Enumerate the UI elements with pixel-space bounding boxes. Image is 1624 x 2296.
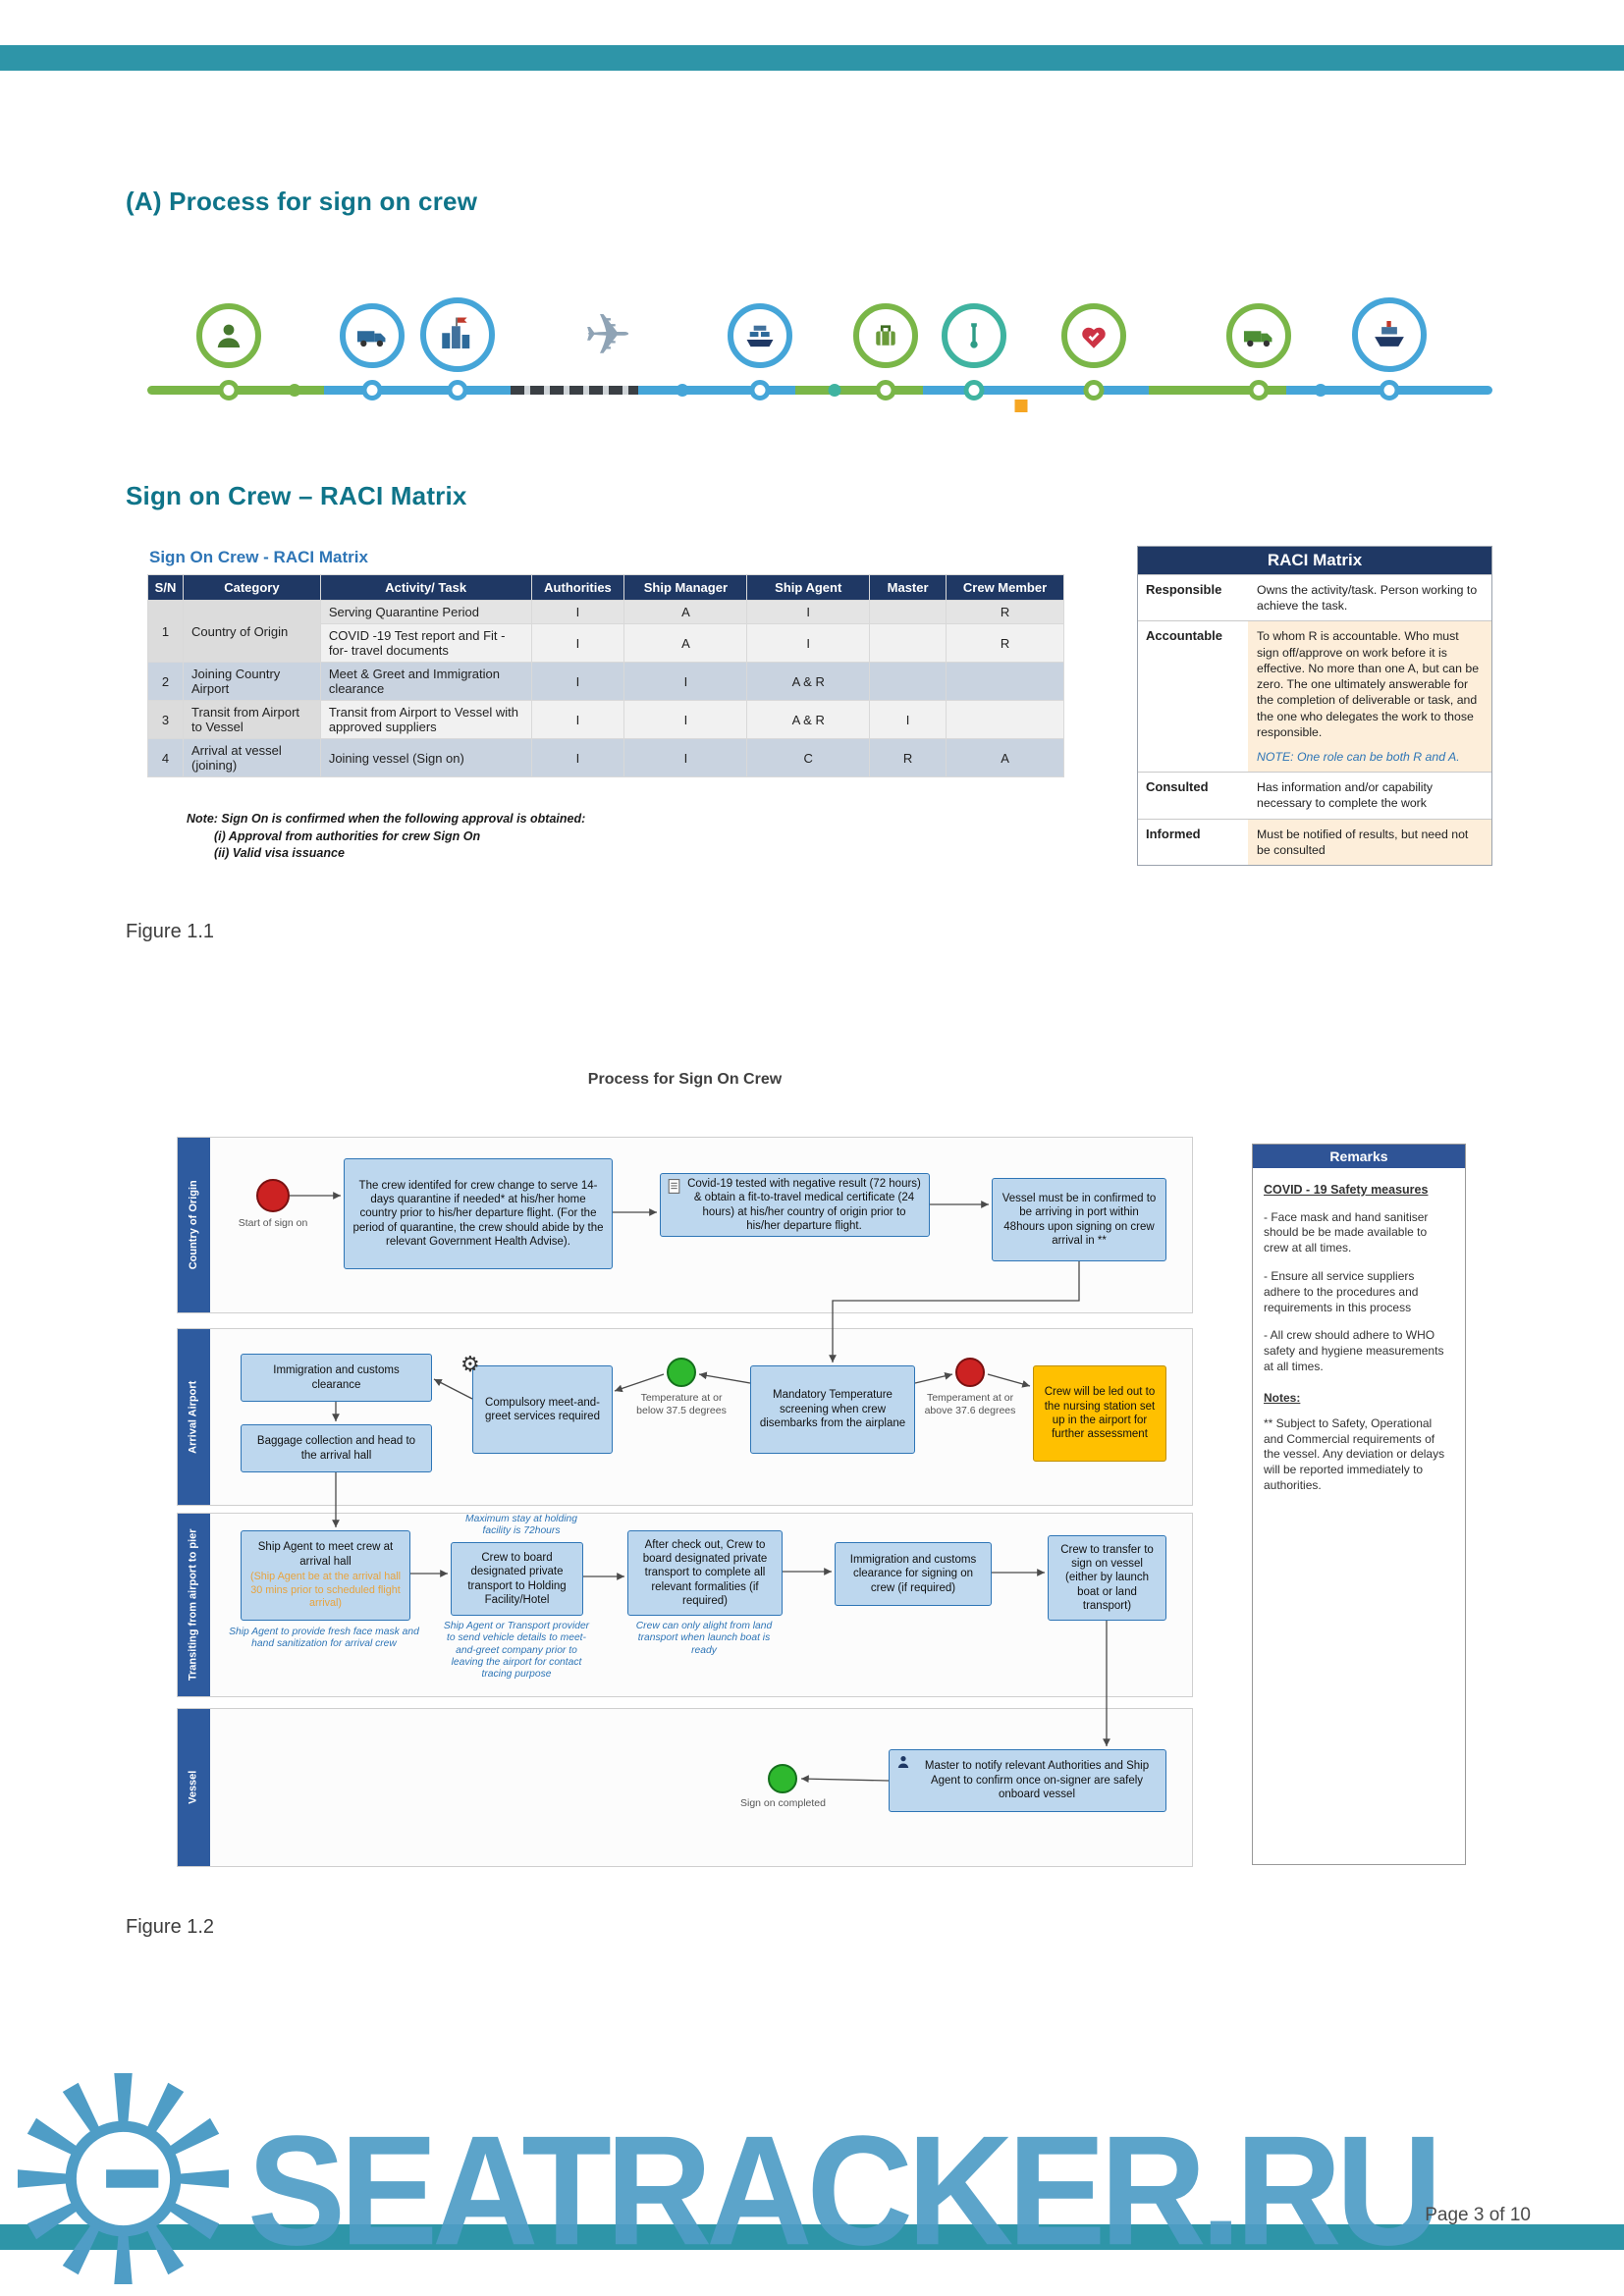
cell-task: COVID -19 Test report and Fit - for- travel documents — [320, 624, 531, 663]
cell-task: Serving Quarantine Period — [320, 601, 531, 624]
remarks-note: ** Subject to Safety, Operational and Commercial requirements of the vessel. Any deviation or delays will be reported immediately to authorities. — [1264, 1415, 1445, 1493]
lane-label: Transiting from airport to pier — [178, 1514, 210, 1696]
cell-ship-manager: A — [624, 624, 747, 663]
flow-note-vehicle-details: Ship Agent or Transport provider to send vehicle details to meet-and-greet company prior to leaving the airport for contact tracing purpose — [443, 1621, 590, 1681]
cell-ship-manager: I — [624, 663, 747, 701]
cell-master — [870, 663, 947, 701]
col-header-sn: S/N — [148, 575, 184, 601]
flow-box-text: Covid-19 tested with negative result (72 hours) & obtain a fit-to-travel medical certificate (24 hours) at his/her country of origin prior to his/her departure flight. — [687, 1177, 921, 1232]
top-accent-bar — [0, 45, 1624, 71]
lane-label: Country of Origin — [178, 1138, 210, 1312]
flow-box-meet-and-greet — [460, 1352, 613, 1454]
process-timeline — [147, 290, 1492, 427]
legend-term: Informed — [1138, 820, 1248, 865]
lane-label: Arrival Airport — [178, 1329, 210, 1505]
flow-box-immigration-signing-on: Immigration and customs clearance for signing on crew (if required) — [835, 1542, 992, 1606]
cell-crew-member — [947, 701, 1064, 739]
cell-master: R — [870, 739, 947, 777]
col-header-activity: Activity/ Task — [320, 575, 531, 601]
flow-note-alight-launch-boat: Crew can only alight from land transport when launch boat is ready — [635, 1621, 773, 1656]
temperature-high-node — [955, 1358, 985, 1387]
col-header-master: Master — [870, 575, 947, 601]
cell-authorities: I — [531, 663, 624, 701]
watermark: SEATRACKER.RU — [247, 2103, 1436, 2278]
flow-box-text: Ship Agent to meet crew at arrival hall — [257, 1541, 394, 1568]
cell-sn: 2 — [148, 663, 184, 701]
timeline-track — [147, 386, 1492, 395]
legend-note: NOTE: One role can be both R and A. — [1257, 749, 1460, 764]
vessel-ship-icon — [1352, 297, 1427, 372]
remarks-item: - Ensure all service suppliers adhere to the procedures and requirements in this process — [1264, 1268, 1419, 1314]
remarks-panel — [1252, 1144, 1466, 1865]
cell-ship-agent: A & R — [747, 663, 870, 701]
remarks-title: Remarks — [1253, 1145, 1465, 1168]
col-header-crew-member: Crew Member — [947, 575, 1064, 601]
start-node — [256, 1179, 290, 1212]
figure-1-2-label: Figure 1.2 — [126, 1916, 215, 1938]
seatracker-sun-logo-icon — [18, 2073, 229, 2289]
page-number: Page 3 of 10 — [1425, 2205, 1531, 2225]
flow-box-covid-test — [660, 1173, 930, 1237]
temperature-high-label: Temperament at or above 37.6 degrees — [924, 1392, 1016, 1416]
section-title: Sign on Crew – RACI Matrix — [126, 481, 467, 510]
cell-authorities: I — [531, 701, 624, 739]
cell-authorities: I — [531, 739, 624, 777]
timeline-marker-square — [1015, 400, 1028, 412]
transport-van-icon — [340, 303, 405, 368]
flow-box-temperature-screening: Mandatory Temperature screening when crew disembarks from the airplane — [750, 1365, 915, 1454]
cell-category: Country of Origin — [183, 601, 320, 663]
cell-authorities: I — [531, 601, 624, 624]
cell-master — [870, 601, 947, 624]
cell-authorities: I — [531, 624, 624, 663]
cell-task: Meet & Greet and Immigration clearance — [320, 663, 531, 701]
flow-box-baggage: Baggage collection and head to the arrival hall — [241, 1424, 432, 1472]
cell-sn: 4 — [148, 739, 184, 777]
flow-box-checkout-transport: After check out, Crew to board designated private transport to complete all relevant formalities (if required) — [627, 1530, 783, 1616]
shuttle-van-icon — [1226, 303, 1291, 368]
remarks-item: - All crew should adhere to WHO safety and hygiene measurements at all times. — [1264, 1328, 1444, 1374]
crew-member-icon — [196, 303, 261, 368]
flow-box-text: Compulsory meet-and-greet services required — [485, 1396, 600, 1422]
cell-master: I — [870, 701, 947, 739]
remarks-item: - Face mask and hand sanitiser should be be made available to crew at all times. — [1264, 1209, 1429, 1255]
col-header-authorities: Authorities — [531, 575, 624, 601]
note-line: (ii) Valid visa issuance — [214, 846, 345, 860]
raci-table-title: Sign On Crew - RACI Matrix — [149, 548, 368, 566]
airport-city-flag-icon — [420, 297, 495, 372]
gear-icon: ⚙ — [460, 1352, 480, 1376]
note-line: Note: Sign On is confirmed when the following approval is obtained: — [187, 812, 586, 826]
col-header-category: Category — [183, 575, 320, 601]
cell-crew-member: A — [947, 739, 1064, 777]
remarks-heading-notes: Notes: — [1264, 1390, 1301, 1405]
cell-ship-manager: I — [624, 701, 747, 739]
remarks-body — [1253, 1168, 1465, 1521]
legend-term: Responsible — [1138, 575, 1248, 620]
legend-term: Consulted — [1138, 773, 1248, 818]
flowchart-title: Process for Sign On Crew — [587, 1071, 783, 1088]
cell-crew-member: R — [947, 601, 1064, 624]
cell-master — [870, 624, 947, 663]
legend-definition: Must be notified of results, but need not be consulted — [1248, 820, 1491, 865]
legend-title: RACI Matrix — [1138, 547, 1491, 574]
table-row — [148, 663, 1064, 701]
cell-ship-agent: I — [747, 601, 870, 624]
lane-label: Vessel — [178, 1709, 210, 1866]
temperature-ok-label: Temperature at or below 37.5 degrees — [636, 1392, 727, 1416]
flow-box-text: Master to notify relevant Authorities and Ship Agent to confirm once on-signer are safely onboard vessel — [924, 1760, 1150, 1801]
cell-crew-member: R — [947, 624, 1064, 663]
page-title: (A) Process for sign on crew — [126, 187, 478, 216]
remarks-heading-covid: COVID - 19 Safety measures — [1264, 1183, 1429, 1197]
cell-category: Joining Country Airport — [183, 663, 320, 701]
temperature-ok-node — [667, 1358, 696, 1387]
sign-on-flowchart — [177, 1065, 1193, 1875]
flow-box-vessel-arrival: Vessel must be in confirmed to be arriving in port within 48hours upon signing on crew arrival in ** — [992, 1178, 1166, 1261]
table-header-row — [148, 575, 1064, 601]
cell-category: Arrival at vessel (joining) — [183, 739, 320, 777]
flow-box-immigration-customs: Immigration and customs clearance — [241, 1354, 432, 1402]
legend-row — [1138, 819, 1491, 865]
cell-ship-manager: A — [624, 601, 747, 624]
flow-box-subtext: (Ship Agent be at the arrival hall 30 mins prior to scheduled flight arrival) — [249, 1571, 402, 1610]
covid-test-icon — [942, 303, 1006, 368]
legend-definition — [1248, 621, 1491, 772]
legend-definition: Owns the activity/task. Person working to achieve the task. — [1257, 583, 1478, 614]
start-node-label: Start of sign on — [238, 1217, 308, 1229]
cell-task: Joining vessel (Sign on) — [320, 739, 531, 777]
document-icon — [666, 1178, 682, 1199]
port-cargo-icon — [728, 303, 792, 368]
legend-definition-text: To whom R is accountable. Who must sign off/approve on work before it is effective. No more than one A, but can be zero. The one ultimately answerable for the completion of deliverable or task, and the one who delegates the work to those responsible. — [1257, 629, 1480, 739]
flow-note-mask-sanitization: Ship Agent to provide fresh face mask and hand sanitization for arrival crew — [229, 1627, 419, 1650]
legend-term: Accountable — [1138, 621, 1248, 772]
cell-ship-agent: A & R — [747, 701, 870, 739]
legend-row — [1138, 574, 1491, 620]
airplane-icon: ✈ — [583, 303, 632, 367]
flow-box-master-notify — [889, 1749, 1166, 1812]
col-header-ship-agent: Ship Agent — [747, 575, 870, 601]
end-node — [768, 1764, 797, 1793]
cell-ship-agent: C — [747, 739, 870, 777]
figure-1-1-label: Figure 1.1 — [126, 921, 215, 942]
flow-box-transfer-to-vessel: Crew to transfer to sign on vessel (either by launch boat or land transport) — [1048, 1535, 1166, 1621]
cell-category: Transit from Airport to Vessel — [183, 701, 320, 739]
col-header-ship-manager: Ship Manager — [624, 575, 747, 601]
note-line: (i) Approval from authorities for crew Sign On — [214, 828, 481, 843]
raci-matrix-table — [147, 574, 1064, 777]
flow-box-nursing-station: Crew will be led out to the nursing station set up in the airport for further assessment — [1033, 1365, 1166, 1462]
legend-row — [1138, 620, 1491, 772]
table-row — [148, 701, 1064, 739]
flow-box-quarantine: The crew identifed for crew change to serve 14-days quarantine if needed* at his/her home country prior to his/her departure flight. (For the period of quarantine, the crew should abide by the relevant Government Health Advise). — [344, 1158, 613, 1269]
table-row — [148, 739, 1064, 777]
cell-sn: 3 — [148, 701, 184, 739]
master-person-icon — [895, 1754, 911, 1774]
health-heart-icon — [1061, 303, 1126, 368]
flow-note-max-stay: Maximum stay at holding facility is 72hours — [465, 1514, 577, 1537]
cell-crew-member — [947, 663, 1064, 701]
flow-box-board-transport: Crew to board designated private transport to Holding Facility/Hotel — [451, 1542, 583, 1616]
legend-definition: Has information and/or capability necessary to complete the work — [1257, 780, 1434, 811]
table-note — [187, 811, 585, 863]
cell-task: Transit from Airport to Vessel with approved suppliers — [320, 701, 531, 739]
end-node-label: Sign on completed — [740, 1797, 826, 1809]
cell-ship-agent: I — [747, 624, 870, 663]
legend-row — [1138, 772, 1491, 818]
flow-box-ship-agent-meet — [241, 1530, 410, 1621]
cell-sn: 1 — [148, 601, 184, 663]
table-row — [148, 601, 1064, 624]
cell-ship-manager: I — [624, 739, 747, 777]
luggage-icon — [853, 303, 918, 368]
raci-legend — [1137, 546, 1492, 866]
